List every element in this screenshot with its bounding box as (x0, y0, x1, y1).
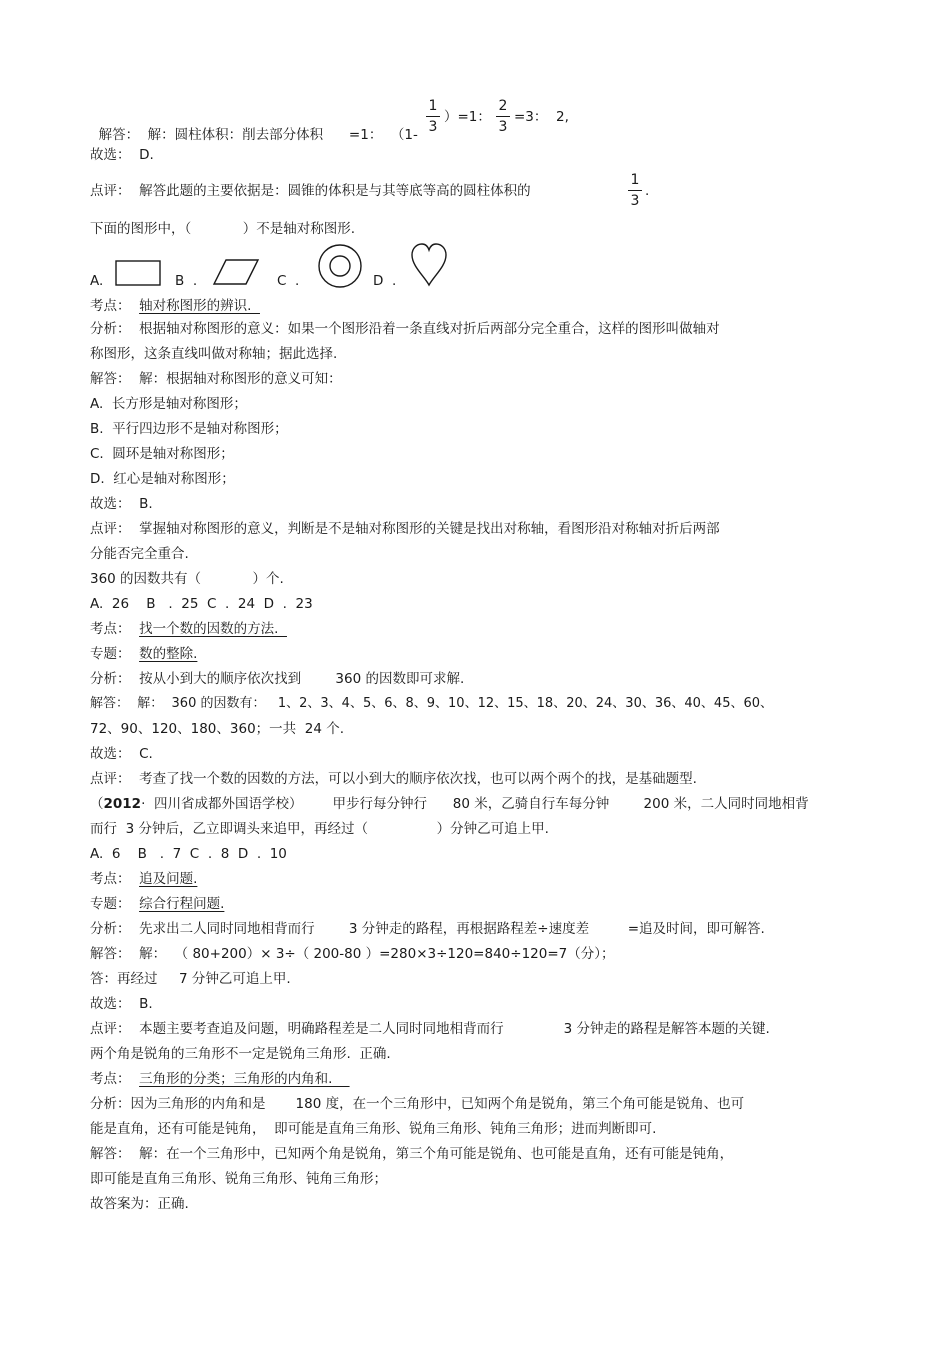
q2-choice-b: B. 平行四边形不是轴对称图形； (90, 421, 288, 437)
q2-option-d: D . (373, 273, 397, 289)
q4-reply: 答：再经过 7 分钟乙可追上甲. (90, 971, 291, 987)
q2-choice-d: D. 红心是轴对称图形； (90, 471, 235, 487)
q2-kaodian-line (90, 297, 260, 315)
q4-answer: 故选： B. (90, 996, 153, 1012)
q3-zhuanti-line (90, 645, 197, 663)
q2-option-a: A. (90, 273, 104, 289)
q4-zhuanti: 综合行程问题. (139, 896, 225, 912)
q2-analysis-2: 称图形，这条直线叫做对称轴；据此选择. (90, 346, 338, 362)
q5-solution-2: 即可能是直角三角形、锐角三角形、钝角三角形； (90, 1171, 387, 1187)
fraction-denominator: 3 (630, 193, 640, 209)
q3-analysis: 分析： 按从小到大的顺序依次找到 360 的因数即可求解. (90, 671, 465, 687)
q4-source-year: 2012 (103, 796, 142, 812)
q1-comment-end: . (645, 183, 650, 199)
q5-analysis-2: 能是直角，还有可能是钝角， 即可能是直角三角形、锐角三角形、钝角三角形；进而判断即可. (90, 1121, 657, 1137)
fraction-numerator: 2 (498, 98, 508, 114)
kaodian-label: 考点： (90, 621, 140, 637)
q4-stem-2: 而行 3 分钟后，乙立即调头来追甲，再经过（ ）分钟乙可追上甲. (90, 821, 549, 837)
q3-zhuanti: 数的整除. (139, 646, 198, 662)
q3-answer: 故选： C. (90, 746, 153, 762)
q2-comment-1: 点评： 掌握轴对称图形的意义，判断是不是轴对称图形的关键是找出对称轴，看图形沿对称轴对折后两部 (90, 521, 720, 537)
q4-analysis: 分析： 先求出二人同时同地相背而行 3 分钟走的路程，再根据路程差÷速度差 =追及时间，即可解答. (90, 921, 765, 937)
q3-stem: 360 的因数共有（ ）个. (90, 571, 284, 587)
q1-solution-line (90, 108, 418, 144)
q4-stem-1 (90, 795, 809, 813)
q2-kaodian: 轴对称图形的辨识. (139, 298, 260, 314)
q4-source-open: （ (90, 796, 104, 812)
q2-comment-2: 分能否完全重合. (90, 546, 189, 562)
q2-choice-a: A. 长方形是轴对称图形； (90, 396, 247, 412)
q2-option-c: C . (277, 273, 300, 289)
fraction-denominator: 3 (428, 119, 438, 135)
parallelogram-figure (212, 258, 262, 288)
zhuanti-label: 专题： (90, 896, 140, 912)
q1-solution-text-b: ）=1： (444, 109, 491, 125)
q4-solution: 解答： 解： （ 80+200）× 3÷（ 200-80 ）=280×3÷120=840÷120=7（分）； (90, 946, 615, 962)
zhuanti-label: 专题： (90, 646, 140, 662)
q3-kaodian-line (90, 620, 287, 638)
kaodian-label: 考点： (90, 871, 140, 887)
fraction-numerator: 1 (630, 172, 640, 188)
q1-fraction-3 (627, 172, 643, 209)
q4-options: A. 6 B . 7 C . 8 D . 10 (90, 846, 287, 862)
q1-comment: 点评： 解答此题的主要依据是：圆锥的体积是与其等底等高的圆柱体积的 (90, 183, 531, 199)
q3-solution-1: 解答： 解： 360 的因数有： 1、2、3、4、5、6、8、9、10、12、15、18、20、24、30、36、40、45、60、 (90, 696, 774, 711)
q5-kaodian: 三角形的分类；三角形的内角和. (139, 1071, 350, 1087)
ring-figure (316, 242, 364, 290)
q2-solution: 解答： 解：根据轴对称图形的意义可知： (90, 371, 342, 387)
q3-options: A. 26 B . 25 C . 24 D . 23 (90, 596, 313, 612)
q2-choice-c: C. 圆环是轴对称图形； (90, 446, 234, 462)
q4-kaodian: 追及问题. (139, 871, 198, 887)
q5-stem: 两个角是锐角的三角形不一定是锐角三角形. 正确. (90, 1046, 391, 1062)
q3-solution-2: 72、90、120、180、360；一共 24 个. (90, 721, 345, 737)
q1-solution-text-a: 解答： 解：圆柱体积：削去部分体积 =1： （1- (98, 127, 418, 143)
heart-figure (410, 242, 448, 288)
q4-zhuanti-line (90, 895, 224, 913)
q3-comment: 点评： 考查了找一个数的因数的方法，可以小到大的顺序依次找，也可以两个两个的找，是基础题型. (90, 771, 697, 787)
q2-analysis-1: 分析： 根据轴对称图形的意义：如果一个图形沿着一条直线对折后两部分完全重合，这样的图形叫做轴对 (90, 321, 720, 337)
q2-stem: 下面的图形中，（ ）不是轴对称图形. (90, 221, 356, 237)
q4-comment: 点评： 本题主要考查追及问题，明确路程差是二人同时同地相背而行 3 分钟走的路程是解答本题的关键. (90, 1021, 770, 1037)
q1-solution-text-c: =3： 2, (514, 109, 569, 125)
fraction-numerator: 1 (428, 98, 438, 114)
kaodian-label: 考点： (90, 1071, 140, 1087)
q4-kaodian-line (90, 870, 197, 888)
kaodian-label: 考点： (90, 298, 140, 314)
q5-solution-1: 解答： 解：在一个三角形中，已知两个角是锐角，第三个角可能是锐角、也可能是直角，还有可能是钝角， (90, 1146, 734, 1162)
q2-answer: 故选： B. (90, 496, 153, 512)
q1-fraction-2 (495, 98, 511, 135)
q5-analysis-1: 分析：因为三角形的内角和是 180 度，在一个三角形中，已知两个角是锐角，第三个角可能是锐角、也可 (90, 1096, 745, 1112)
q3-kaodian: 找一个数的因数的方法. (139, 621, 287, 637)
q1-answer: 故选： D. (90, 147, 154, 163)
q4-source-rest: · 四川省成都外国语学校） 甲步行每分钟行 80 米，乙骑自行车每分钟 200 米，二人同时同地相背 (141, 796, 809, 812)
q1-fraction-1 (425, 98, 441, 135)
q2-option-b: B . (175, 273, 198, 289)
q5-answer: 故答案为：正确. (90, 1196, 189, 1212)
q5-kaodian-line (90, 1070, 350, 1088)
rectangle-figure (114, 259, 162, 287)
fraction-denominator: 3 (498, 119, 508, 135)
